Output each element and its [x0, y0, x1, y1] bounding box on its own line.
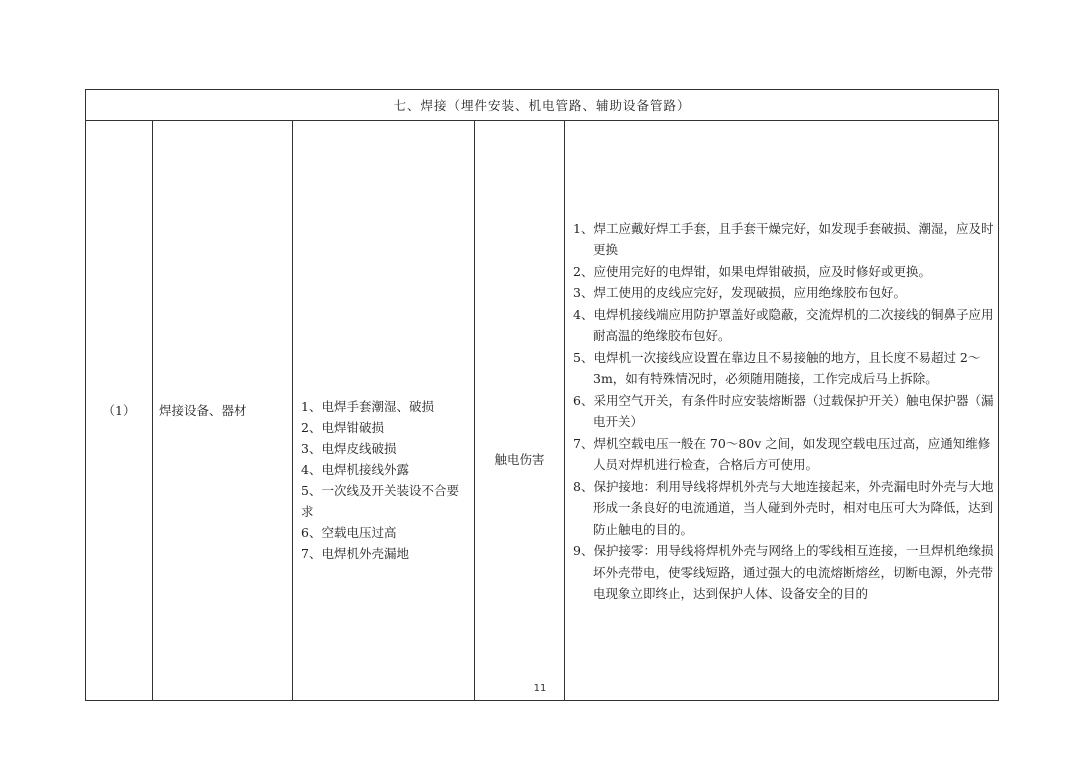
cause-item: 5、一次线及开关装设不合要: [301, 483, 459, 498]
measure-item: 8、保护接地：利用导线将焊机外壳与大地连接起来，外壳漏电时外壳与大地形成一条良好的电流通道，当人碰到外壳时，相对电压可大为降低，达到防止触电的目的。: [573, 478, 994, 537]
section-header-row: [86, 90, 999, 121]
cause-item: 6、空载电压过高: [301, 525, 397, 540]
cause-item: 1、电焊手套潮湿、破损: [301, 399, 434, 414]
measure-item: 7、焊机空载电压一般在 70～80v 之间，如发现空载电压过高，应通知维修人员对焊机进行检查，合格后方可使用。: [573, 435, 991, 472]
measure-item: 5、电焊机一次接线应设置在靠边且不易接触的地方，且长度不易超过 2～3m，如有特殊情况时，必须随用随接，工作完成后马上拆除。: [573, 349, 981, 386]
cause-list: [293, 121, 475, 701]
harm-type: 触电伤害: [475, 121, 565, 701]
row-name: 焊接设备、器材: [153, 121, 293, 701]
measure-item: 4、电焊机接线端应用防护罩盖好或隐蔽，交流焊机的二次接线的铜鼻子应用耐高温的绝缘胶布包好。: [573, 306, 994, 343]
measure-item: 6、采用空气开关，有条件时应安装熔断器（过载保护开关）触电保护器（漏电开关）: [573, 392, 994, 429]
cause-item: 2、电焊钳破损: [301, 420, 384, 435]
measure-item: 2、应使用完好的电焊钳，如果电焊钳破损，应及时修好或更换。: [573, 263, 931, 279]
cause-item: 4、电焊机接线外露: [301, 462, 409, 477]
measure-item: 1、焊工应戴好焊工手套，且手套干燥完好，如发现手套破损、潮湿，应及时更换: [573, 220, 994, 257]
safety-table: [85, 89, 999, 701]
row-seq: （1）: [86, 121, 153, 701]
cause-item: 3、电焊皮线破损: [301, 441, 397, 456]
page-number: 11: [533, 683, 547, 694]
measure-list: [565, 121, 999, 701]
cause-item: 求: [301, 504, 314, 519]
table-row: [86, 121, 999, 701]
section-title: 七、焊接（埋件安装、机电管路、辅助设备管路）: [86, 90, 999, 121]
cause-item: 7、电焊机外壳漏地: [301, 546, 409, 561]
measure-item: 9、保护接零：用导线将焊机外壳与网络上的零线相互连接，一旦焊机绝缘损坏外壳带电，使零线短路，通过强大的电流熔断熔丝，切断电源，外壳带电现象立即终止，达到保护人体、设备安全的目的: [573, 543, 994, 601]
measure-item: 3、焊工使用的皮线应完好，发现破损，应用绝缘胶布包好。: [573, 285, 906, 300]
